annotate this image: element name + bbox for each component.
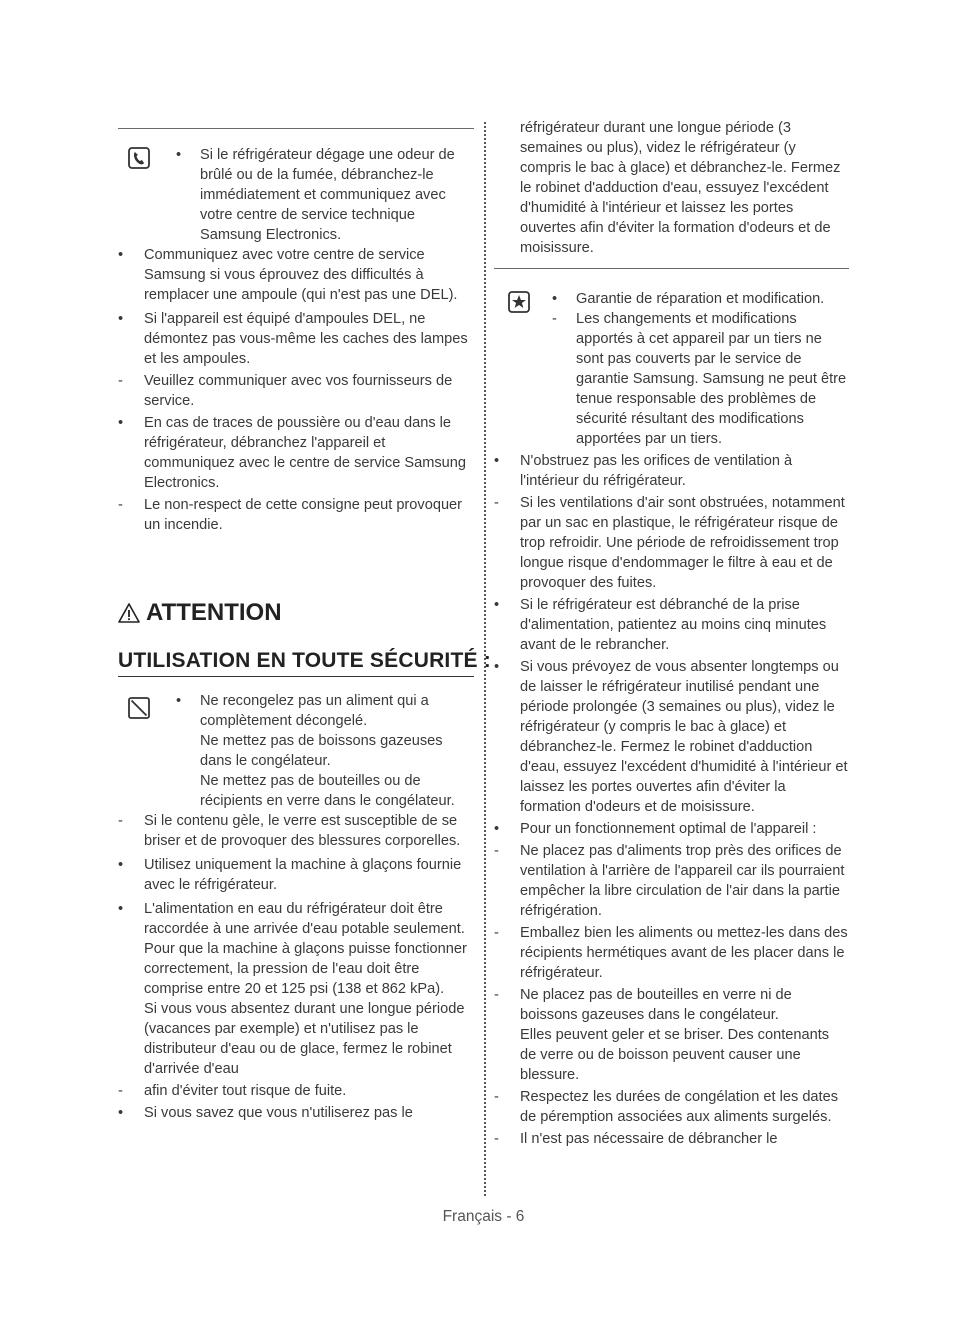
dash-marker: -: [552, 311, 557, 327]
note-line-1: Ne recongelez pas un aliment qui a complètement décongelé.: [200, 693, 429, 729]
dash-marker: -: [494, 1131, 499, 1147]
list-item: [494, 841, 849, 921]
note-item: [118, 731, 474, 771]
list-item: [118, 1103, 474, 1123]
dash-marker: -: [494, 925, 499, 941]
list-item: [118, 495, 474, 535]
list-item-text: Emballez bien les aliments ou mettez-les dans des récipients hermétiques avant de les placer dans le réfrigérateur.: [520, 925, 848, 981]
dash-marker: -: [494, 1089, 499, 1105]
note-item: [118, 771, 474, 811]
list-item-text: Le non-respect de cette consigne peut provoquer un incendie.: [144, 497, 463, 533]
absence-paragraph: Si vous vous absentez durant une longue période (vacances par exemple) et n'utilisez pas le distributeur d'eau ou de glace, fermez le robinet d'arrivée d'eau: [144, 1001, 465, 1077]
right-list-end: [494, 1087, 849, 1149]
bullet-marker: •: [118, 857, 124, 873]
bullet-marker: •: [118, 901, 124, 917]
continued-paragraph: réfrigérateur durant une longue période (3 semaines ou plus), videz le réfrigérateur (y compris le bac à glace) et débranchez-le. Fermez le robinet d'adduction d'eau, essuyez l'excédent d'humidité à l'intérieur et laissez les portes ouvertes afin d'éviter la formation d'odeurs et de moisissure.: [520, 120, 841, 256]
warranty-note: [494, 289, 849, 449]
list-item: [494, 1087, 849, 1127]
top-rule: [118, 128, 474, 129]
list-item-text: Pour un fonctionnement optimal de l'appareil :: [520, 821, 817, 837]
list-item: [494, 819, 849, 839]
list-item: [118, 245, 474, 305]
warning-triangle-icon: [118, 603, 140, 623]
list-item-text: Communiquez avec votre centre de service Samsung si vous éprouvez des difficultés à remplacer une ampoule (qui n'est pas une DEL).: [144, 247, 458, 303]
list-item: [494, 1129, 849, 1149]
bullet-marker: •: [494, 597, 500, 613]
dash-marker: -: [494, 843, 499, 859]
list-item-text: Utilisez uniquement la machine à glaçons fournie avec le réfrigérateur.: [144, 857, 462, 893]
list-item: [118, 371, 474, 411]
list-item-text: Ne placez pas d'aliments trop près des orifices de ventilation à l'arrière de l'appareil car ils pourraient empêcher la libre circulation de l'air dans la partie réfrigération.: [520, 843, 845, 919]
list-item-text: Si le contenu gèle, le verre est susceptible de se briser et de provoquer des blessures corporelles.: [144, 813, 461, 849]
list-item: [494, 657, 849, 817]
dash-marker: -: [118, 497, 123, 513]
right-list: [494, 451, 849, 1025]
glass-paragraph: Elles peuvent geler et se briser. Des contenants de verre ou de boisson peuvent causer une blessure.: [520, 1027, 830, 1083]
dash-marker: -: [118, 1083, 123, 1099]
list-item: [118, 309, 474, 369]
warranty-heading: Garantie de réparation et modification.: [576, 291, 825, 307]
note-line-2: Ne mettez pas de boissons gazeuses dans le congélateur.: [200, 733, 443, 769]
list-item-text: Si le réfrigérateur est débranché de la prise d'alimentation, patientez au moins cinq minutes avant de le rebrancher.: [520, 597, 827, 653]
bullet-marker: •: [118, 247, 124, 263]
note-item: [118, 145, 474, 245]
dash-marker: -: [118, 373, 123, 389]
list-item-text: afin d'éviter tout risque de fuite.: [144, 1083, 347, 1099]
left-list-2: [118, 811, 474, 939]
list-item: [118, 1081, 474, 1101]
list-item: [118, 811, 474, 851]
list-item: [494, 985, 849, 1025]
bullet-marker: •: [494, 821, 500, 837]
warranty-text: Les changements et modifications apportés à cet appareil par un tiers ne sont pas couverts par le service de garantie Samsung. Samsung ne peut être tenue responsable des problèmes de sécurité résultant des modifications apportées par un tiers.: [576, 311, 847, 447]
left-column: [118, 128, 491, 1123]
list-item-text: Veuillez communiquer avec vos fournisseurs de service.: [144, 373, 453, 409]
bullet-marker: •: [118, 1105, 124, 1121]
list-item-text: Il n'est pas nécessaire de débrancher le: [520, 1131, 778, 1147]
list-item-text: En cas de traces de poussière ou d'eau dans le réfrigérateur, débranchez l'appareil et communiquez avec le centre de service Samsung Electronics.: [144, 415, 467, 491]
list-item-text: N'obstruez pas les orifices de ventilation à l'intérieur du réfrigérateur.: [520, 453, 793, 489]
dash-marker: -: [494, 987, 499, 1003]
list-item: [494, 451, 849, 491]
attention-heading: [118, 599, 474, 627]
list-item: [118, 413, 474, 493]
dash-marker: -: [494, 495, 499, 511]
left-list-3: [118, 1081, 474, 1123]
bullet-marker: •: [552, 291, 558, 307]
list-item: [494, 923, 849, 983]
list-item-text: Si les ventilations d'air sont obstruées, notamment par un sac en plastique, le réfrigérateur risque de trop refroidir. Une période de refroidissement trop longue risque d'endommager le filtre à eau et de provoquer des fuites.: [520, 495, 845, 591]
dash-marker: -: [118, 813, 123, 829]
list-item-text: L'alimentation en eau du réfrigérateur doit être raccordée à une arrivée d'eau potable seulement.: [144, 901, 465, 937]
attention-label: ATTENTION: [146, 599, 282, 626]
right-column: [494, 118, 849, 1149]
note-text: Si le réfrigérateur dégage une odeur de brûlé ou de la fumée, débranchez-le immédiatement et communiquez avec votre centre de service technique Samsung Electronics.: [200, 147, 455, 243]
list-item-text: Si vous savez que vous n'utiliserez pas le: [144, 1105, 413, 1121]
list-item-text: Si l'appareil est équipé d'ampoules DEL, ne démontez pas vous-même les caches des lampes et les ampoules.: [144, 311, 468, 367]
bullet-marker: •: [118, 415, 124, 431]
note-line-3: Ne mettez pas de bouteilles ou de récipients en verre dans le congélateur.: [200, 773, 455, 809]
section-title: UTILISATION EN TOUTE SÉCURITÉ :: [118, 649, 474, 677]
list-item: [118, 899, 474, 939]
refreeze-note: [118, 691, 474, 811]
list-item: [494, 595, 849, 655]
left-list-1: [118, 245, 474, 535]
list-item-text: Ne placez pas de bouteilles en verre ni de boissons gazeuses dans le congélateur.: [520, 987, 792, 1023]
bullet-marker: •: [494, 659, 500, 675]
right-rule: [494, 268, 849, 269]
note-item: [494, 289, 849, 309]
pressure-paragraph: Pour que la machine à glaçons puisse fonctionner correctement, la pression de l'eau doit être comprise entre 20 et 125 psi (138 et 862 kPa).: [144, 941, 467, 997]
list-item-text: Si vous prévoyez de vous absenter longtemps ou de laisser le réfrigérateur inutilisé pendant une période prolongée (3 semaines ou plus), videz le réfrigérateur (y compris le bac à glace) et débranchez-le. Fermez le robinet d'adduction d'eau, essuyez l'excédent d'humidité à l'intérieur et laissez les portes ouvertes afin d'éviter la formation d'odeurs et de moisissure.: [520, 659, 848, 815]
list-item: [118, 855, 474, 895]
list-item-text: Respectez les durées de congélation et les dates de péremption associées aux aliments surgelés.: [520, 1089, 839, 1125]
bullet-marker: •: [176, 693, 182, 709]
page-footer: Français - 6: [442, 1208, 525, 1225]
bullet-marker: •: [176, 147, 182, 163]
bullet-marker: •: [494, 453, 500, 469]
note-item: [494, 309, 849, 449]
note-item: [118, 691, 474, 731]
list-item: [494, 493, 849, 593]
smoke-warning-note: [118, 145, 474, 245]
bullet-marker: •: [118, 311, 124, 327]
